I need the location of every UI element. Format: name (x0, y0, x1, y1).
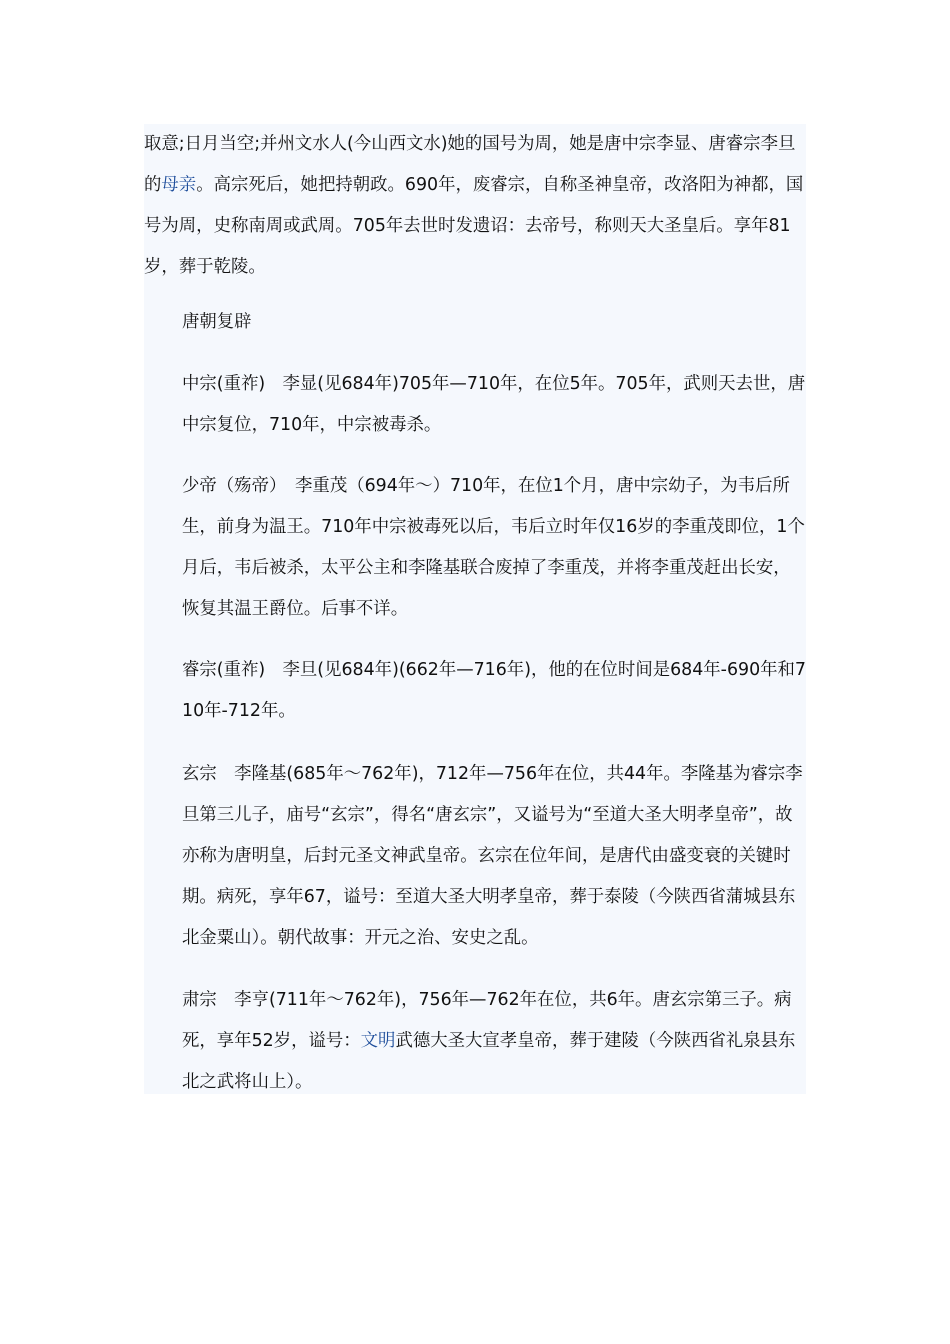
document-body (144, 124, 806, 1094)
link-wenming[interactable]: 文明 (360, 1031, 396, 1051)
paragraph-text: 武德大圣大宣孝皇帝，葬于建陵（今陕西省礼泉县东北之武将山上）。 (182, 1031, 796, 1092)
paragraph-text: 肃宗 李亨(711年～762年)，756年—762年在位，共6年。唐玄宗第三子。病死，享年52岁，谥号： (182, 990, 792, 1051)
paragraph-shaodi: 少帝（殇帝） 李重茂（694年～）710年，在位1个月，唐中宗幼子，为韦后所生，前身为温王。710年中宗被毒死以后，韦后立时年仅16岁的李重茂即位，1个月后，韦后被杀，太平公主和李隆基联合废掉了李重茂，并将李重茂赶出长安，恢复其温王爵位。后事不详。 (182, 476, 805, 619)
paragraph-wu-zetian (144, 124, 806, 288)
paragraph-zhongzong: 中宗(重祚) 李显(见684年)705年—710年，在位5年。705年，武则天去世，唐中宗复位，710年，中宗被毒杀。 (182, 374, 806, 435)
link-mother[interactable]: 母亲 (161, 175, 197, 195)
section-heading-tang-restoration: 唐朝复辟 (182, 312, 252, 332)
paragraph-ruizong: 睿宗(重祚) 李旦(见684年)(662年—716年)，他的在位时间是684年-690年和710年-712年。 (182, 660, 807, 721)
paragraph-suzong (144, 980, 806, 1103)
paragraph-text: 取意;日月当空;并州文水人(今山西文水)她的国号为周，她是唐中宗李显、唐睿宗李旦的 (144, 134, 796, 195)
paragraph-xuanzong: 玄宗 李隆基(685年～762年)，712年—756年在位，共44年。李隆基为睿宗李旦第三儿子，庙号“玄宗”，得名“唐玄宗”，又谥号为“至道大圣大明孝皇帝”，故亦称为唐明皇，后封元圣文神武皇帝。玄宗在位年间，是唐代由盛变衰的关键时期。病死，享年67，谥号：至道大圣大明孝皇帝，葬于泰陵（今陕西省蒲城县东北金粟山）。朝代故事：开元之治、安史之乱。 (182, 764, 803, 948)
paragraph-text: 。高宗死后，她把持朝政。690年，废睿宗，自称圣神皇帝，改洛阳为神都，国号为周，史称南周或武周。705年去世时发遗诏：去帝号，称则天大圣皇后。享年81岁，葬于乾陵。 (144, 175, 804, 277)
